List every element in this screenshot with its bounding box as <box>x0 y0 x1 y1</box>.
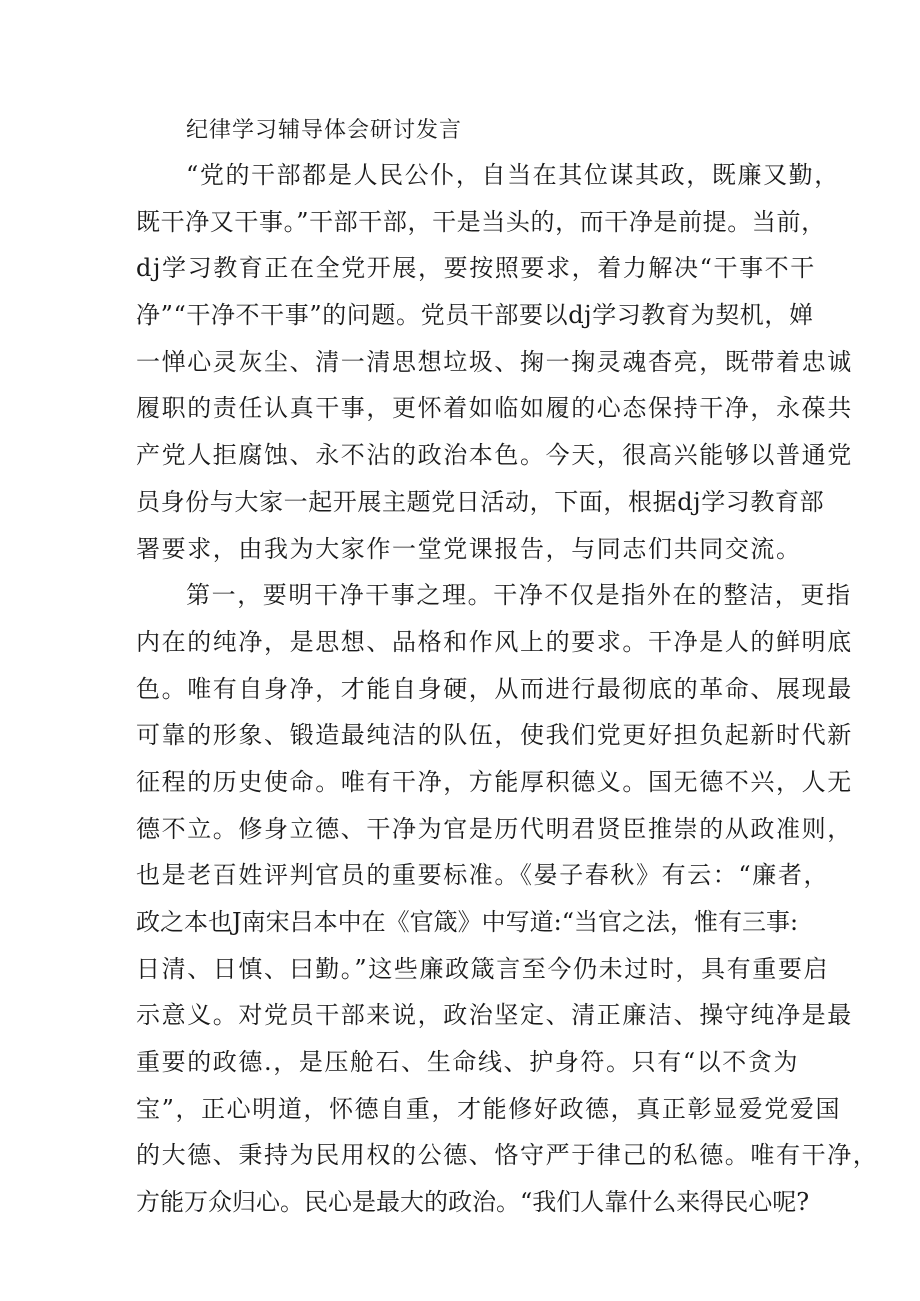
paragraph-line: 第一，要明干净干事之理。干净不仅是指外在的整洁，更指 <box>186 581 852 610</box>
paragraph-line: 内在的纯净，是思想、品格和作风上的要求。干净是人的鲜明底 <box>136 627 853 656</box>
paragraph-line: “党的干部都是人民公仆，自当在其位谋其政，既廉又勤， <box>186 161 840 189</box>
paragraph-line: 示意义。对党员干部来说，政治坚定、清正廉洁、操守纯净是最 <box>136 1001 853 1030</box>
paragraph-line: 征程的历史使命。唯有干净，方能厚积德义。国无德不兴，人无 <box>136 767 853 796</box>
paragraph-line: 产党人拒腐蚀、永不沾的政治本色。今天，很高兴能够以普通党 <box>136 441 853 470</box>
paragraph-line: 履职的责任认真干事，更怀着如临如履的心态保持干净，永葆共 <box>136 394 853 423</box>
paragraph-line: 的大德、秉持为民用权的公德、恪守严于律己的私德。唯有干净， <box>136 1141 879 1170</box>
paragraph-line: 重要的政德.，是压舱石、生命线、护身符。只有“以不贪为 <box>136 1048 800 1077</box>
paragraph-line: dj学习教育正在全党开展，要按照要求，着力解决“干事不干 <box>136 254 816 283</box>
paragraph-line: 德不立。修身立德、干净为官是历代明君贤臣推崇的从政准则， <box>136 814 853 843</box>
paragraph-line: 也是老百姓评判官员的重要标准。《晏子春秋》有云：“廉者， <box>136 861 830 890</box>
paragraph-line: 既干净又干事。”干部干部，干是当头的，而干净是前提。当前， <box>136 207 826 236</box>
document-title: 纪律学习辅导体会研讨发言 <box>186 118 463 143</box>
paragraph-line: 日清、日慎、曰勤。”这些廉政箴言至今仍未过时，具有重要启 <box>136 954 830 983</box>
paragraph-line: 员身份与大家一起开展主题党日活动，下面，根据dj学习教育部 <box>136 487 825 516</box>
paragraph-line: 署要求，由我为大家作一堂党课报告，与同志们共同交流。 <box>136 534 802 563</box>
paragraph-line: 宝”，正心明道，怀德自重，才能修好政德，真正彰显爱党爱国 <box>136 1094 842 1123</box>
paragraph-line: 色。唯有自身净，才能自身硬，从而进行最彻底的革命、展现最 <box>136 674 853 703</box>
document-body <box>136 152 879 1226</box>
paragraph-line: 方能万众归心。民心是最大的政治。“我们人靠什么来得民心呢? <box>136 1188 810 1217</box>
paragraph-line: 可靠的形象、锻造最纯洁的队伍，使我们党更好担负起新时代新 <box>136 721 853 750</box>
paragraph-line: 净”“干净不干事”的问题。党员干部要以dj学习教育为契机，婵 <box>136 301 814 330</box>
paragraph-line: 一惮心灵灰尘、清一清思想垃圾、掬一掬灵魂杳亮，既带着忠诚 <box>136 347 853 376</box>
paragraph-line: 政之本也J南宋吕本中在《官箴》中写道:“当官之法，惟有三事: <box>136 908 799 936</box>
